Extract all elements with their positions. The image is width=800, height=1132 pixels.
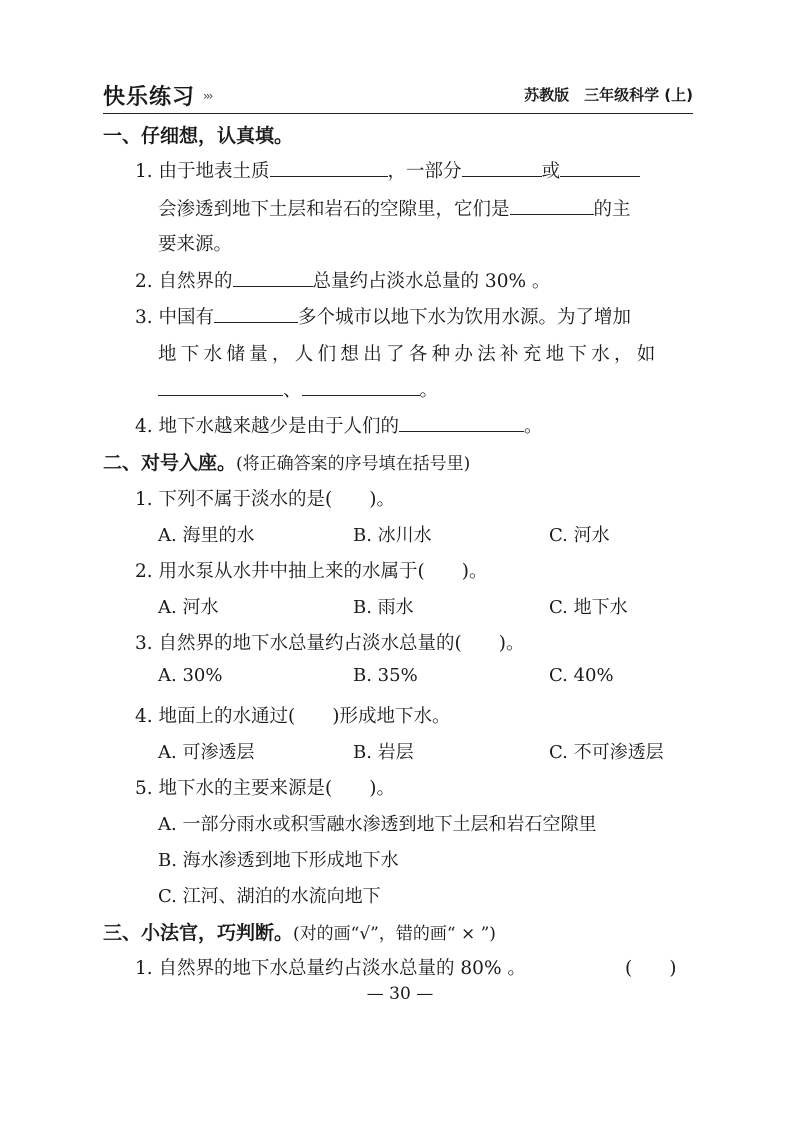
choice-q1-option-a[interactable]: A. 海里的水 xyxy=(158,525,255,546)
choice-q4-option-a[interactable]: A. 可渗透层 xyxy=(158,742,255,763)
fill-q3-line2: 地下水储量，人们想出了各种办法补充地下水，如 xyxy=(158,344,660,365)
page-number: — 30 — xyxy=(366,984,434,1004)
choice-q1: 1. 下列不属于淡水的是( )。 xyxy=(135,489,395,510)
choice-q4-option-c[interactable]: C. 不可渗透层 xyxy=(549,742,664,763)
book-edition: 苏教版 三年级科学 (上) xyxy=(524,86,693,104)
choice-q4-option-b[interactable]: B. 岩层 xyxy=(353,742,414,763)
section-fill-title: 一、仔细想，认真填。 xyxy=(103,125,294,147)
choice-q1-option-c[interactable]: C. 河水 xyxy=(549,525,610,546)
choice-q2-option-c[interactable]: C. 地下水 xyxy=(549,597,628,618)
fill-q4: 4. 地下水越来越少是由于人们的 。 xyxy=(135,412,543,438)
page-header xyxy=(103,78,693,112)
fill-q1-line2: 会渗透到地下土层和岩石的空隙里，它们是 的主 xyxy=(158,195,631,221)
section-choice-title: 二、对号入座。(将正确答案的序号填在括号里) xyxy=(103,452,471,474)
choice-q5: 5. 地下水的主要来源是( )。 xyxy=(135,778,395,799)
brand-title: 快乐练习 xyxy=(103,85,196,110)
choice-q3-option-b[interactable]: B. 35% xyxy=(353,665,418,686)
fill-q1-line1: 1. 由于地表土质 ，一部分 或 xyxy=(135,157,640,183)
fill-q2: 2. 自然界的 总量约占淡水总量的 30% 。 xyxy=(135,267,550,293)
choice-q5-option-c[interactable]: C. 江河、湖泊的水流向地下 xyxy=(158,886,381,907)
fill-blank[interactable] xyxy=(214,304,298,323)
choice-q3-option-c[interactable]: C. 40% xyxy=(549,665,614,686)
choice-q2: 2. 用水泵从水井中抽上来的水属于( )。 xyxy=(135,561,488,582)
fill-blank[interactable] xyxy=(560,158,640,177)
choice-q2-option-b[interactable]: B. 雨水 xyxy=(353,597,414,618)
fill-blank[interactable] xyxy=(462,158,542,177)
fill-blank[interactable] xyxy=(233,268,313,287)
judge-q1: 1. 自然界的地下水总量约占淡水总量的 80% 。 xyxy=(135,958,526,979)
fill-blank[interactable] xyxy=(158,377,283,396)
choice-q5-option-a[interactable]: A. 一部分雨水或积雪融水渗透到地下土层和岩石空隙里 xyxy=(158,814,597,835)
chevron-decoration-icon: ››› xyxy=(203,89,212,103)
choice-q1-option-b[interactable]: B. 冰川水 xyxy=(353,525,432,546)
choice-q3: 3. 自然界的地下水总量约占淡水总量的( )。 xyxy=(135,633,525,654)
header-divider xyxy=(103,113,693,114)
judge-q1-answer-box[interactable]: ( ) xyxy=(625,958,677,979)
fill-blank[interactable] xyxy=(510,196,594,215)
fill-q3-line3: 、 。 xyxy=(158,376,438,402)
choice-q2-option-a[interactable]: A. 河水 xyxy=(158,597,219,618)
choice-q3-option-a[interactable]: A. 30% xyxy=(158,665,223,686)
fill-blank[interactable] xyxy=(270,158,388,177)
choice-q4: 4. 地面上的水通过( )形成地下水。 xyxy=(135,706,451,727)
fill-blank[interactable] xyxy=(399,413,524,432)
fill-blank[interactable] xyxy=(302,377,420,396)
section-judge-title: 三、小法官，巧判断。(对的画“√”，错的画“ × ”) xyxy=(103,922,496,944)
fill-q1-line3: 要来源。 xyxy=(158,234,233,255)
choice-q5-option-b[interactable]: B. 海水渗透到地下形成地下水 xyxy=(158,850,399,871)
fill-q3-line1: 3. 中国有 多个城市以地下水为饮用水源。为了增加 xyxy=(135,303,631,329)
